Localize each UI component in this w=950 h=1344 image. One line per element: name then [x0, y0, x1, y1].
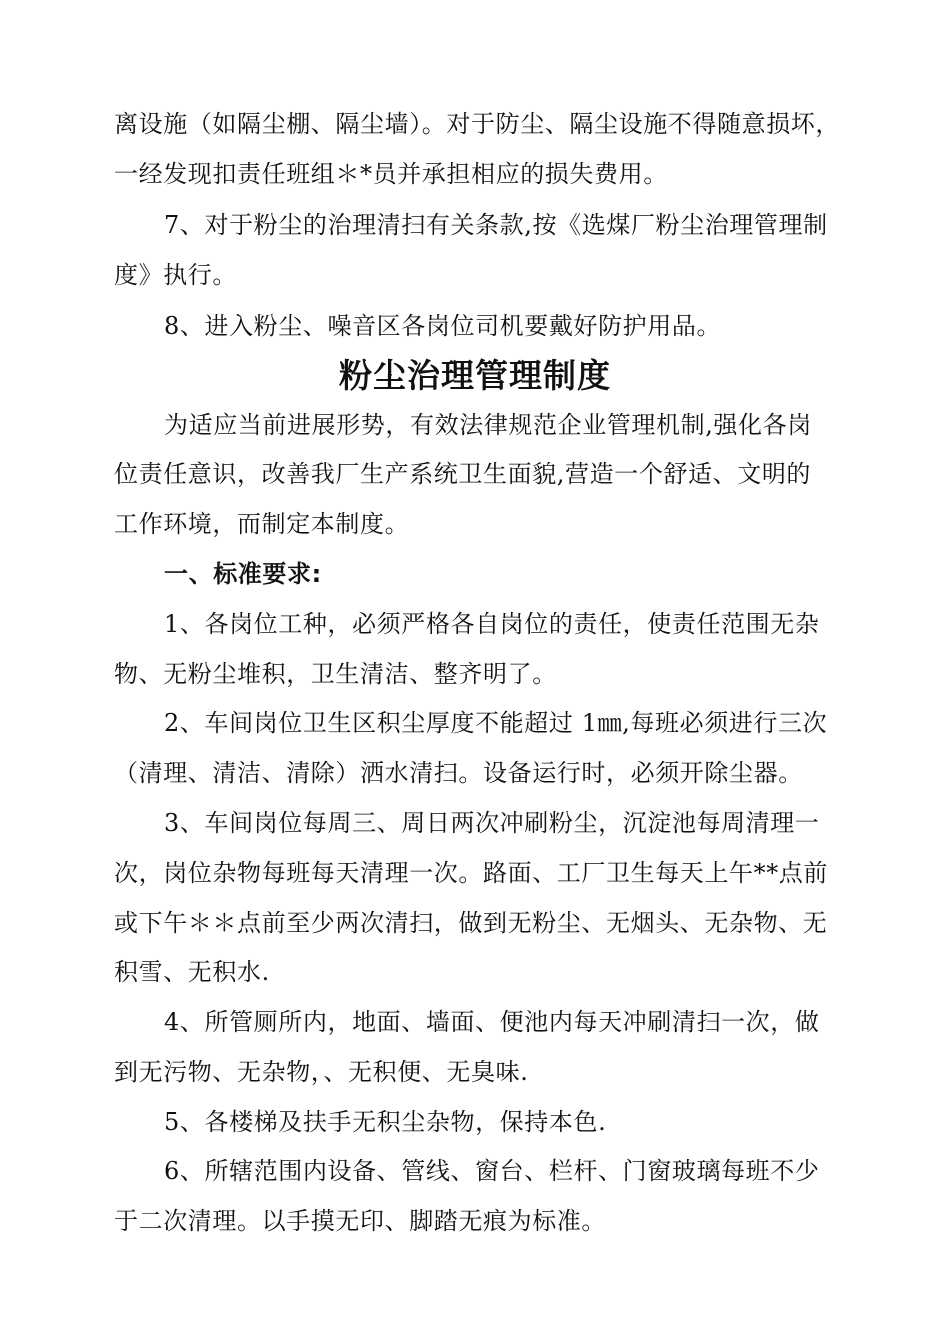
text-line: 离设施（如隔尘棚、隔尘墙）。对于防尘、隔尘设施不得随意损坏，	[114, 110, 840, 138]
intro-line: 位责任意识，改善我厂生产系统卫生面貌,营造一个舒适、文明的	[114, 460, 812, 488]
item-line: （清理、清洁、清除）洒水清扫。设备运行时，必须开除尘器。	[114, 759, 803, 787]
item-line: 到无污物、无杂物，、无积便、无臭味.	[114, 1058, 529, 1086]
item-line: 次，岗位杂物每班每天清理一次。路面、工厂卫生每天上午**点前	[114, 859, 828, 887]
item-line: 1、各岗位工种，必须严格各自岗位的责任，使责任范围无杂	[164, 610, 820, 638]
item-line: 或下午＊＊点前至少两次清扫，做到无粉尘、无烟头、无杂物、无	[114, 909, 828, 937]
item-line: 3、车间岗位每周三、周日两次冲刷粉尘，沉淀池每周清理一	[164, 809, 820, 837]
section-heading: 一、标准要求:	[164, 560, 322, 588]
item-line: 2、车间岗位卫生区积尘厚度不能超过 1㎜,每班必须进行三次	[164, 709, 828, 737]
item-line: 于二次清理。以手摸无印、脚踏无痕为标准。	[114, 1207, 606, 1235]
text-line: 8、进入粉尘、噪音区各岗位司机要戴好防护用品。	[164, 312, 722, 340]
item-line: 4、所管厕所内，地面、墙面、便池内每天冲刷清扫一次，做	[164, 1008, 820, 1036]
intro-line: 工作环境，而制定本制度。	[114, 510, 410, 538]
item-line: 积雪、无积水.	[114, 958, 270, 986]
text-line: 7、对于粉尘的治理清扫有关条款,按《选煤厂粉尘治理管理制	[164, 211, 828, 239]
page-title: 粉尘治理管理制度	[339, 356, 611, 395]
item-line: 物、无粉尘堆积，卫生清洁、整齐明了。	[114, 660, 557, 688]
item-line: 6、所辖范围内设备、管线、窗台、栏杆、门窗玻璃每班不少	[164, 1157, 820, 1185]
item-line: 5、各楼梯及扶手无积尘杂物，保持本色.	[164, 1108, 607, 1136]
text-line: 度》执行。	[114, 261, 237, 289]
intro-line: 为适应当前进展形势，有效法律规范企业管理机制,强化各岗	[164, 411, 812, 439]
text-line: 一经发现扣责任班组＊*员并承担相应的损失费用。	[114, 160, 668, 188]
